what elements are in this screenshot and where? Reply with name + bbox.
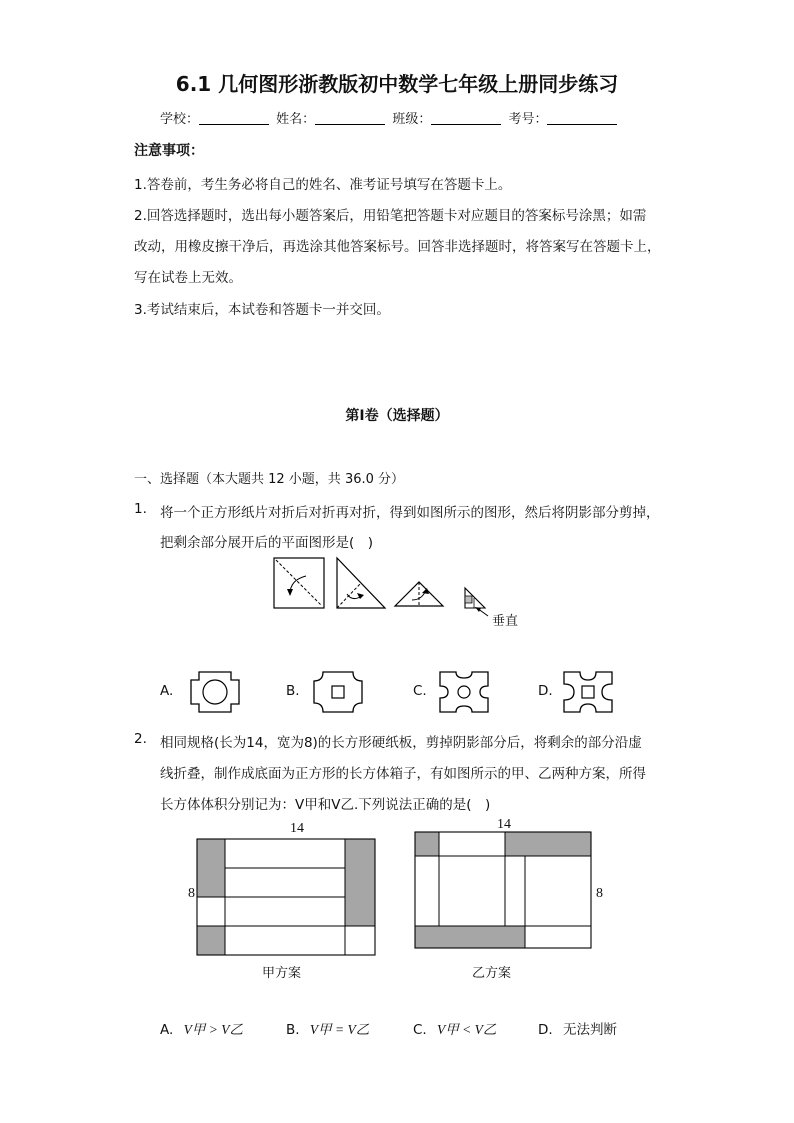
q2-option-c[interactable]	[413, 1018, 496, 1038]
section-heading: 一、选择题（本大题共 12 小题，共 36.0 分）	[134, 472, 405, 487]
q1-option-b-figure[interactable]	[310, 668, 366, 716]
q2-option-b[interactable]	[286, 1018, 369, 1038]
q2-option-a[interactable]	[160, 1018, 243, 1038]
fold-step-small-triangle	[395, 582, 443, 606]
fig-a-side-label: 8	[188, 886, 195, 901]
name-blank[interactable]	[315, 112, 385, 125]
notes-title: 注意事项：	[134, 143, 204, 159]
q1-option-c-letter[interactable]: C.	[413, 683, 427, 699]
q2-option-a-text: V甲 > V乙	[183, 1022, 243, 1037]
q2-option-c-letter: C.	[413, 1022, 427, 1038]
q1-number: 1.	[134, 501, 147, 517]
name-label: 姓名：	[276, 112, 316, 127]
q1-vertical-label: 垂直	[492, 614, 519, 629]
q2-option-b-letter: B.	[286, 1022, 300, 1038]
fold-step-triangle	[337, 558, 385, 608]
fig-a-caption: 甲方案	[262, 966, 302, 981]
q1-option-a-letter[interactable]: A.	[160, 683, 174, 699]
q2-line-2: 线折叠，制作成底面为正方形的长方体箱子，有如图所示的甲、乙两种方案，所得	[160, 766, 646, 782]
q2-number: 2.	[134, 731, 147, 747]
number-label: 考号：	[508, 112, 548, 127]
note-line-4: 写在试卷上无效。	[134, 270, 242, 286]
fig-b-top-label: 14	[497, 817, 511, 832]
note-line-2: 2.回答选择题时，选出每小题答案后，用铅笔把答题卡对应题目的答案标号涂黑；如需	[134, 208, 647, 224]
q1-option-d-figure[interactable]	[560, 668, 616, 716]
class-blank[interactable]	[431, 112, 501, 125]
school-blank[interactable]	[199, 112, 269, 125]
fold-step-shaded-triangle	[465, 588, 488, 616]
fig-a-top-label: 14	[290, 821, 304, 836]
student-info-line	[160, 108, 620, 127]
number-blank[interactable]	[547, 112, 617, 125]
note-line-5: 3.考试结束后，本试卷和答题卡一并交回。	[134, 302, 390, 318]
q2-option-d[interactable]	[538, 1018, 617, 1038]
q2-line-1: 相同规格(长为14，宽为8)的长方形硬纸板，剪掉阴影部分后，将剩余的部分沿虚	[160, 735, 642, 751]
section-title: 第Ⅰ卷（选择题）	[345, 408, 449, 424]
q1-line-1: 将一个正方形纸片对折后对折再对折，得到如图所示的图形，然后将阴影部分剪掉，	[160, 505, 660, 521]
q2-option-b-text: V甲 = V乙	[309, 1022, 370, 1037]
q1-line-2: 把剩余部分展开后的平面图形是( )	[160, 535, 374, 551]
fig-a-diagram	[197, 839, 377, 955]
q1-option-d-letter[interactable]: D.	[538, 683, 553, 699]
q2-option-a-letter: A.	[160, 1022, 174, 1038]
q1-option-b-letter[interactable]: B.	[286, 683, 300, 699]
page-title: 6.1 几何图形浙教版初中数学七年级上册同步练习	[175, 72, 619, 96]
q2-option-d-letter: D.	[538, 1022, 553, 1038]
q2-line-3: 长方体体积分别记为：V甲和V乙.下列说法正确的是( )	[160, 797, 491, 813]
q2-option-d-text: 无法判断	[562, 1022, 617, 1038]
fig-b-side-label: 8	[596, 886, 603, 901]
fig-b-caption: 乙方案	[472, 966, 512, 981]
q1-option-a-figure[interactable]	[187, 668, 243, 716]
q1-option-c-figure[interactable]	[436, 668, 492, 716]
q2-option-c-text: V甲 < V乙	[437, 1022, 497, 1037]
class-label: 班级：	[392, 112, 432, 127]
fig-b-diagram	[415, 832, 593, 950]
school-label: 学校：	[160, 112, 200, 127]
note-line-1: 1.答卷前，考生务必将自己的姓名、准考证号填写在答题卡上。	[134, 177, 512, 193]
fold-step-square	[274, 558, 324, 608]
note-line-3: 改动，用橡皮擦干净后，再选涂其他答案标号。回答非选择题时，将答案写在答题卡上，	[134, 239, 661, 255]
